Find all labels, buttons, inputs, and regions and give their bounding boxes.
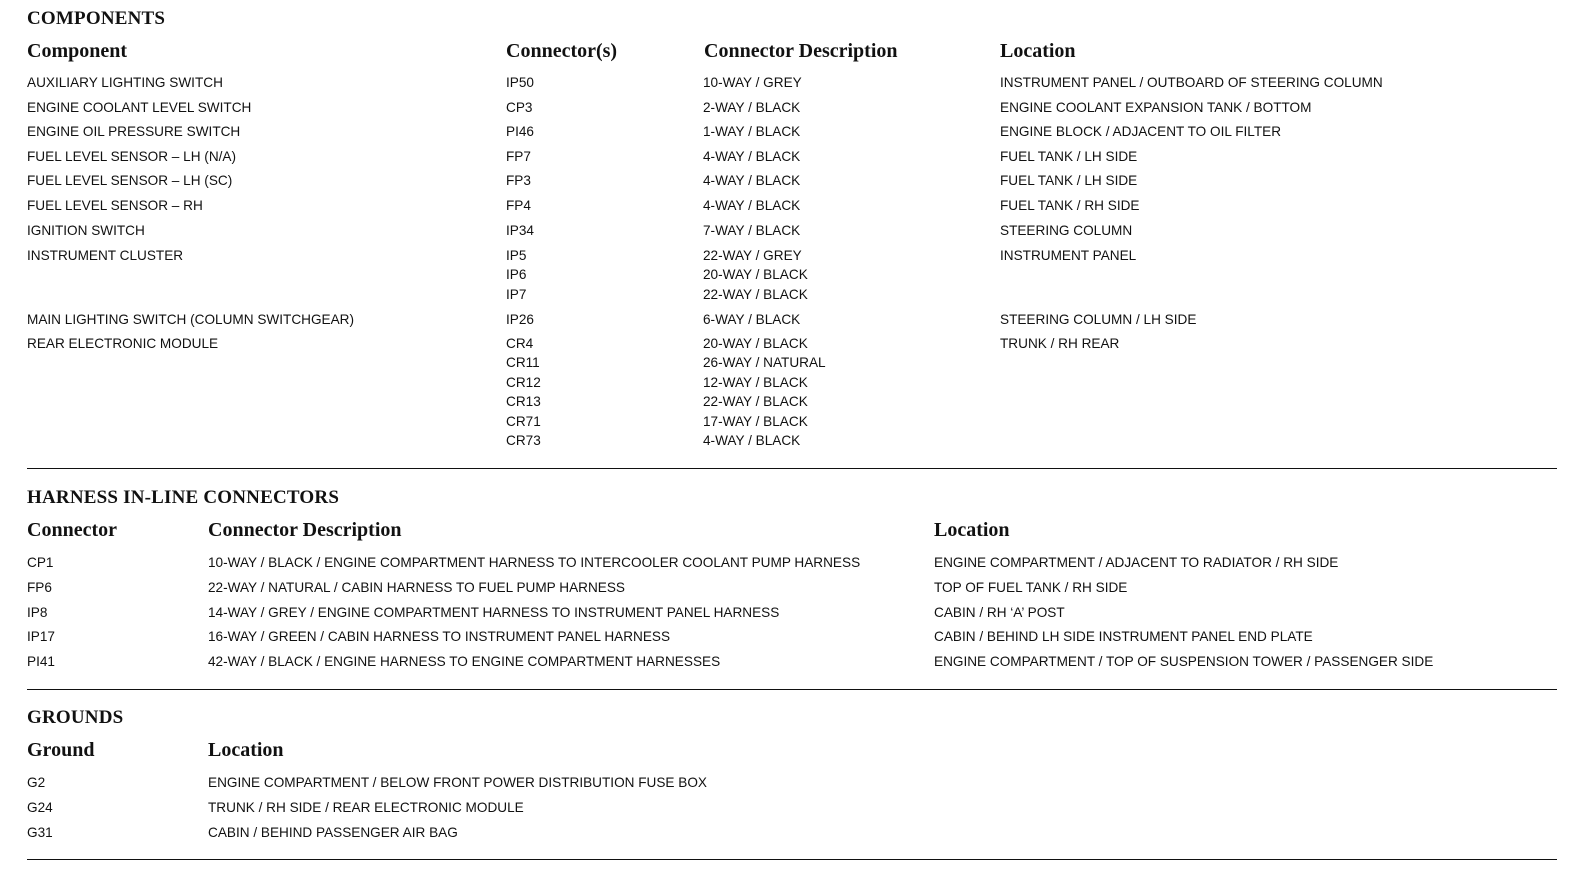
ground-id: G24 bbox=[27, 799, 53, 815]
connector-description: 22-WAY / BLACK bbox=[703, 394, 808, 410]
harness-location: CABIN / BEHIND LH SIDE INSTRUMENT PANEL END PLATE bbox=[934, 629, 1313, 645]
connector-id: IP26 bbox=[506, 312, 534, 327]
connector-id: FP7 bbox=[506, 149, 531, 164]
ground-id: G2 bbox=[27, 775, 46, 790]
connector-id: FP3 bbox=[506, 173, 531, 188]
connector-description: 22-WAY / GREY bbox=[703, 248, 802, 263]
ground-id: G31 bbox=[27, 824, 53, 840]
harness-connector-description: 16-WAY / GREEN / CABIN HARNESS TO INSTRUMENT PANEL HARNESS bbox=[208, 629, 671, 645]
connector-id: IP7 bbox=[506, 286, 527, 302]
connector-description: 2-WAY / BLACK bbox=[703, 100, 801, 115]
connector-description: 6-WAY / BLACK bbox=[703, 312, 801, 327]
component-name: AUXILIARY LIGHTING SWITCH bbox=[27, 75, 223, 90]
component-location: FUEL TANK / LH SIDE bbox=[1000, 173, 1138, 188]
section-divider bbox=[27, 689, 1557, 690]
component-name: FUEL LEVEL SENSOR – RH bbox=[27, 198, 203, 213]
component-column-header: Component bbox=[27, 40, 128, 62]
connector-description: 4-WAY / BLACK bbox=[703, 173, 801, 188]
harness-connector-id: IP17 bbox=[27, 629, 55, 645]
connector-id: CR12 bbox=[506, 374, 541, 390]
harness-connector-description: 14-WAY / GREY / ENGINE COMPARTMENT HARNESS TO INSTRUMENT PANEL HARNESS bbox=[208, 604, 780, 620]
ground-location: ENGINE COMPARTMENT / BELOW FRONT POWER DISTRIBUTION FUSE BOX bbox=[208, 775, 707, 790]
connector-description: 10-WAY / GREY bbox=[703, 75, 802, 90]
component-location: FUEL TANK / RH SIDE bbox=[1000, 198, 1140, 213]
component-location: INSTRUMENT PANEL / OUTBOARD OF STEERING COLUMN bbox=[1000, 75, 1383, 90]
component-name: REAR ELECTRONIC MODULE bbox=[27, 336, 219, 351]
connector-description: 26-WAY / NATURAL bbox=[703, 355, 826, 371]
component-location: STEERING COLUMN / LH SIDE bbox=[1000, 312, 1197, 327]
harness-connector-id: PI41 bbox=[27, 654, 55, 670]
component-location: TRUNK / RH REAR bbox=[1000, 336, 1120, 351]
harness-location: ENGINE COMPARTMENT / ADJACENT TO RADIATOR / RH SIDE bbox=[934, 555, 1339, 570]
connector-description: 4-WAY / BLACK bbox=[703, 433, 801, 448]
connector-id: FP4 bbox=[506, 198, 531, 213]
connector-description: 17-WAY / BLACK bbox=[703, 413, 808, 429]
section-divider bbox=[27, 859, 1557, 860]
harness-connector-description: 10-WAY / BLACK / ENGINE COMPARTMENT HARNESS TO INTERCOOLER COOLANT PUMP HARNESS bbox=[208, 555, 861, 570]
connector-id: PI46 bbox=[506, 124, 534, 139]
harness-location-column-header: Location bbox=[934, 519, 1010, 541]
harness-location: CABIN / RH ‘A’ POST bbox=[934, 604, 1065, 620]
component-name: ENGINE OIL PRESSURE SWITCH bbox=[27, 124, 241, 139]
component-name: FUEL LEVEL SENSOR – LH (SC) bbox=[27, 173, 233, 188]
connector-id: CR11 bbox=[506, 355, 540, 371]
harness-connector-column-header: Connector bbox=[27, 519, 117, 541]
harness-location: TOP OF FUEL TANK / RH SIDE bbox=[934, 579, 1128, 595]
connector-id: CR73 bbox=[506, 433, 541, 448]
connector-id: CR71 bbox=[506, 413, 541, 429]
connector-description: 22-WAY / BLACK bbox=[703, 286, 808, 302]
components-title: COMPONENTS bbox=[27, 8, 166, 29]
component-name: MAIN LIGHTING SWITCH (COLUMN SWITCHGEAR) bbox=[27, 312, 355, 327]
connector-id: CR13 bbox=[506, 394, 541, 410]
connectors-column-header: Connector(s) bbox=[506, 40, 618, 62]
harness-connector-id: IP8 bbox=[27, 604, 48, 620]
connector-description: 7-WAY / BLACK bbox=[703, 223, 801, 238]
location-column-header: Location bbox=[1000, 40, 1076, 62]
component-location: INSTRUMENT PANEL bbox=[1000, 248, 1137, 263]
connector-id: IP34 bbox=[506, 223, 534, 238]
ground-location: CABIN / BEHIND PASSENGER AIR BAG bbox=[208, 824, 458, 840]
harness-location: ENGINE COMPARTMENT / TOP OF SUSPENSION TOWER / PASSENGER SIDE bbox=[934, 654, 1434, 670]
connector-id: IP6 bbox=[506, 267, 527, 283]
harness-title: HARNESS IN-LINE CONNECTORS bbox=[27, 487, 340, 508]
harness-connector-id: CP1 bbox=[27, 555, 54, 570]
component-location: ENGINE BLOCK / ADJACENT TO OIL FILTER bbox=[1000, 124, 1282, 139]
component-name: FUEL LEVEL SENSOR – LH (N/A) bbox=[27, 149, 237, 164]
harness-connector-id: FP6 bbox=[27, 579, 52, 595]
connector-description: 4-WAY / BLACK bbox=[703, 149, 801, 164]
connector-description: 20-WAY / BLACK bbox=[703, 267, 808, 283]
component-location: FUEL TANK / LH SIDE bbox=[1000, 149, 1138, 164]
section-divider bbox=[27, 468, 1557, 469]
connector-id: CR4 bbox=[506, 336, 534, 351]
connector-description: 20-WAY / BLACK bbox=[703, 336, 808, 351]
component-name: INSTRUMENT CLUSTER bbox=[27, 248, 184, 263]
harness-description-column-header: Connector Description bbox=[208, 519, 402, 541]
component-location: STEERING COLUMN bbox=[1000, 223, 1133, 238]
ground-column-header: Ground bbox=[27, 739, 95, 761]
component-name: IGNITION SWITCH bbox=[27, 223, 145, 238]
harness-connector-description: 22-WAY / NATURAL / CABIN HARNESS TO FUEL PUMP HARNESS bbox=[208, 579, 625, 595]
component-location: ENGINE COOLANT EXPANSION TANK / BOTTOM bbox=[1000, 100, 1312, 115]
harness-connector-description: 42-WAY / BLACK / ENGINE HARNESS TO ENGINE COMPARTMENT HARNESSES bbox=[208, 654, 721, 670]
ground-location-column-header: Location bbox=[208, 739, 284, 761]
grounds-title: GROUNDS bbox=[27, 707, 124, 728]
connector-id: IP50 bbox=[506, 75, 534, 90]
connector-description: 1-WAY / BLACK bbox=[703, 124, 801, 139]
connector-id: CP3 bbox=[506, 100, 533, 115]
connector-description-column-header: Connector Description bbox=[704, 40, 898, 62]
component-name: ENGINE COOLANT LEVEL SWITCH bbox=[27, 100, 252, 115]
ground-location: TRUNK / RH SIDE / REAR ELECTRONIC MODULE bbox=[208, 799, 524, 815]
connector-id: IP5 bbox=[506, 248, 527, 263]
connector-description: 12-WAY / BLACK bbox=[703, 374, 808, 390]
connector-description: 4-WAY / BLACK bbox=[703, 198, 801, 213]
